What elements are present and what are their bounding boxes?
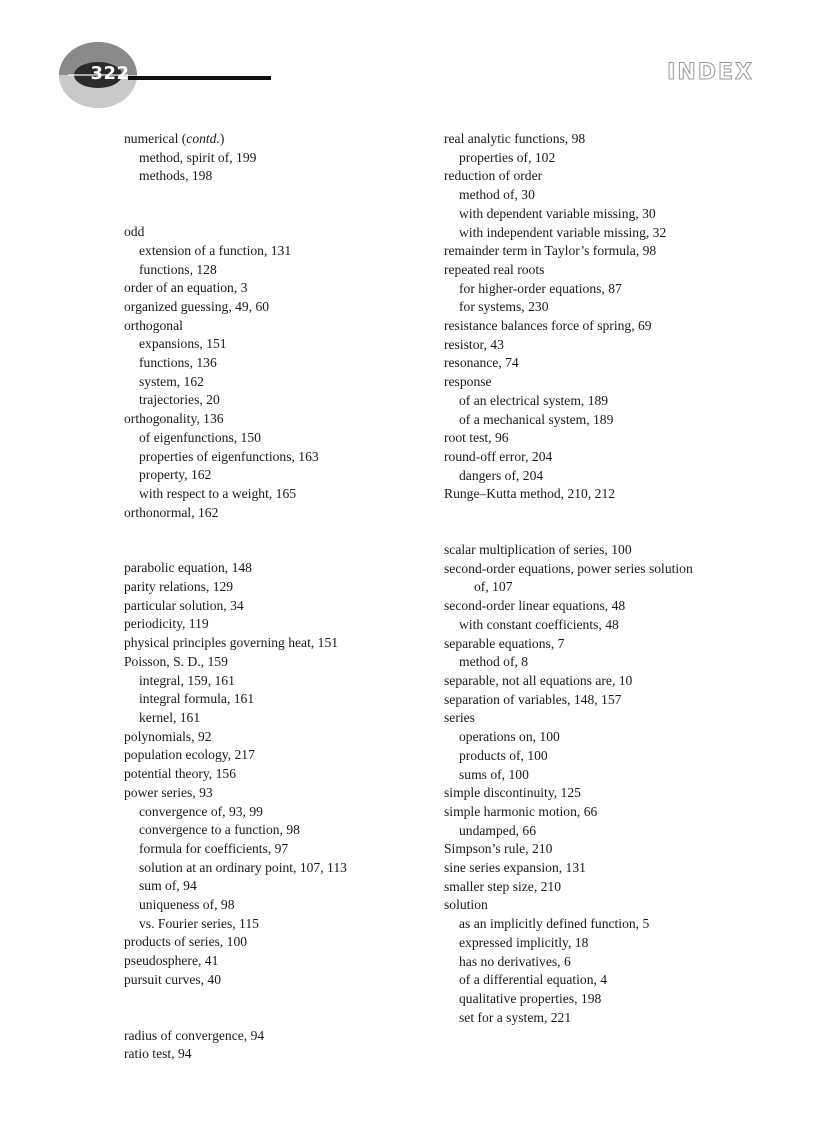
index-subentry: method of, 30 <box>459 187 535 203</box>
index-subentry: undamped, 66 <box>459 822 537 838</box>
section-gap <box>124 522 444 559</box>
index-entry: order of an equation, 3 <box>124 280 248 296</box>
index-entry: response <box>444 374 492 390</box>
index-entry: odd <box>124 224 145 240</box>
index-subentry: for systems, 230 <box>459 299 549 315</box>
index-subentry: convergence to a function, 98 <box>139 822 300 838</box>
index-subentry: sum of, 94 <box>139 878 197 894</box>
index-entry: potential theory, 156 <box>124 766 236 782</box>
running-head: INDEX <box>667 60 754 85</box>
section-gap <box>124 990 444 1027</box>
index-entry: remainder term in Taylor’s formula, 98 <box>444 243 657 259</box>
index-subentry: has no derivatives, 6 <box>459 953 571 969</box>
index-subentry: extension of a function, 131 <box>139 242 292 258</box>
index-subentry: convergence of, 93, 99 <box>139 803 263 819</box>
index-entry: physical principles governing heat, 151 <box>124 635 339 651</box>
index-subentry: system, 162 <box>139 373 204 389</box>
index-entry: resistor, 43 <box>444 336 504 352</box>
index-entry: smaller step size, 210 <box>444 878 562 894</box>
index-entry: Poisson, S. D., 159 <box>124 653 228 669</box>
index-subentry: of a mechanical system, 189 <box>459 411 614 427</box>
index-subentry: with respect to a weight, 165 <box>139 485 297 501</box>
index-entry: ratio test, 94 <box>124 1046 192 1062</box>
index-entry: periodicity, 119 <box>124 616 209 632</box>
index-entry: Simpson’s rule, 210 <box>444 841 553 857</box>
index-subentry: method, spirit of, 199 <box>139 149 257 165</box>
index-entry: second-order linear equations, 48 <box>444 598 626 614</box>
index-subentry: kernel, 161 <box>139 709 201 725</box>
index-entry-emphasis: contd. <box>186 131 220 146</box>
index-subentry: sums of, 100 <box>459 766 529 782</box>
index-entry: round-off error, 204 <box>444 448 553 464</box>
index-subentry: integral, 159, 161 <box>139 672 235 688</box>
index-subentry: as an implicitly defined function, 5 <box>459 916 650 932</box>
index-entry: Runge–Kutta method, 210, 212 <box>444 486 616 502</box>
index-subentry: set for a system, 221 <box>459 1009 572 1025</box>
index-entry: separable, not all equations are, 10 <box>444 672 633 688</box>
index-entry: root test, 96 <box>444 430 509 446</box>
section-gap <box>444 504 764 541</box>
index-entry: repeated real roots <box>444 261 545 277</box>
index-entry-continuation: of, 107 <box>474 579 513 595</box>
page-number: 322 <box>90 63 130 84</box>
index-subentry: operations on, 100 <box>459 729 560 745</box>
index-subentry: for higher-order equations, 87 <box>459 280 622 296</box>
index-entry: real analytic functions, 98 <box>444 131 586 146</box>
index-entry: pseudosphere, 41 <box>124 953 219 969</box>
index-entry: separable equations, 7 <box>444 635 565 651</box>
index-column-right <box>444 130 764 1027</box>
index-subentry: with dependent variable missing, 30 <box>459 205 656 221</box>
index-entry: resonance, 74 <box>444 355 519 371</box>
index-subentry: integral formula, 161 <box>139 691 255 707</box>
index-subentry: trajectories, 20 <box>139 392 220 408</box>
index-entry: particular solution, 34 <box>124 597 244 613</box>
header-rule <box>128 76 271 80</box>
index-entry: series <box>444 710 475 726</box>
index-entry: power series, 93 <box>124 784 213 800</box>
index-subentry: properties of, 102 <box>459 149 556 165</box>
index-entry: polynomials, 92 <box>124 728 212 744</box>
index-entry: simple discontinuity, 125 <box>444 785 581 801</box>
index-entry: solution <box>444 897 488 913</box>
index-entry: organized guessing, 49, 60 <box>124 298 270 314</box>
index-entry: orthonormal, 162 <box>124 504 219 520</box>
index-entry: orthogonality, 136 <box>124 411 224 427</box>
index-entry: sine series expansion, 131 <box>444 860 586 876</box>
index-entry: second-order equations, power series solution <box>444 560 693 576</box>
index-subentry: functions, 128 <box>139 261 217 277</box>
index-entry: population ecology, 217 <box>124 747 255 763</box>
index-subentry: expansions, 151 <box>139 336 227 352</box>
index-entry: reduction of order <box>444 168 543 184</box>
index-entry: orthogonal <box>124 317 183 333</box>
index-entry: pursuit curves, 40 <box>124 971 222 987</box>
index-subentry: with constant coefficients, 48 <box>459 616 619 632</box>
index-subentry: solution at an ordinary point, 107, 113 <box>139 859 347 875</box>
index-entry: parity relations, 129 <box>124 579 234 595</box>
index-subentry: of an electrical system, 189 <box>459 392 609 408</box>
index-subentry: formula for coefficients, 97 <box>139 840 289 856</box>
index-entry: numerical (contd.) <box>124 131 225 146</box>
index-subentry: uniqueness of, 98 <box>139 897 235 913</box>
index-entry: products of series, 100 <box>124 934 248 950</box>
index-subentry: methods, 198 <box>139 168 213 184</box>
index-subentry: of a differential equation, 4 <box>459 972 608 988</box>
index-subentry: products of, 100 <box>459 747 548 763</box>
index-entry: radius of convergence, 94 <box>124 1027 265 1043</box>
index-subentry: functions, 136 <box>139 355 217 371</box>
index-subentry: of eigenfunctions, 150 <box>139 429 261 445</box>
index-subentry: property, 162 <box>139 467 212 483</box>
index-entry: resistance balances force of spring, 69 <box>444 318 652 334</box>
index-subentry: dangers of, 204 <box>459 467 544 483</box>
index-subentry: expressed implicitly, 18 <box>459 934 589 950</box>
index-entry: separation of variables, 148, 157 <box>444 691 622 707</box>
index-entry: parabolic equation, 148 <box>124 560 252 576</box>
index-subentry: with independent variable missing, 32 <box>459 224 667 240</box>
index-column-left <box>124 130 444 1064</box>
index-subentry: method of, 8 <box>459 654 529 670</box>
index-entry: scalar multiplication of series, 100 <box>444 542 632 558</box>
index-subentry: properties of eigenfunctions, 163 <box>139 448 319 464</box>
index-subentry: vs. Fourier series, 115 <box>139 915 259 931</box>
index-entry: simple harmonic motion, 66 <box>444 803 598 819</box>
section-gap <box>124 186 444 223</box>
index-subentry: qualitative properties, 198 <box>459 990 602 1006</box>
